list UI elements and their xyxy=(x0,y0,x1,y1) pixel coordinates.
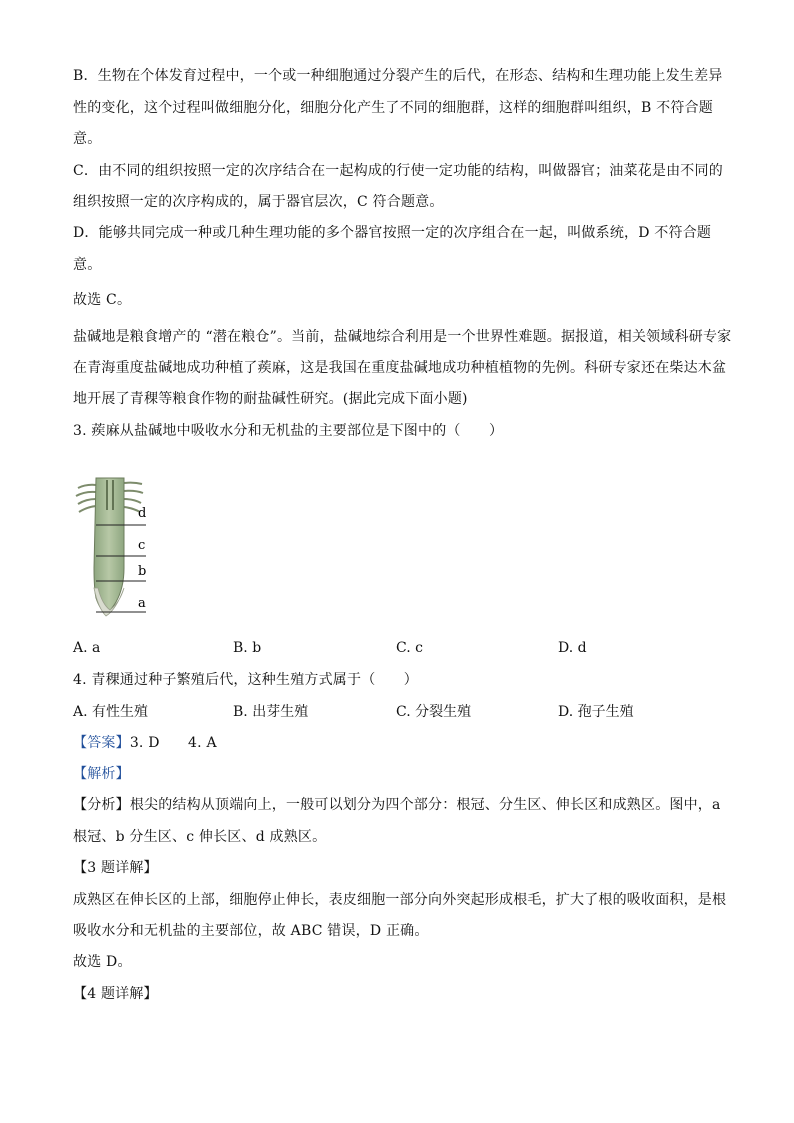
question-4-stem: 4. 青稞通过种子繁殖后代，这种生殖方式属于（ ） xyxy=(73,672,419,688)
detail-3-line: 吸收水分和无机盐的主要部位，故 ABC 错误，D 正确。 xyxy=(73,923,429,939)
answer-tag: 【答案】 xyxy=(73,735,130,751)
analysis-line-1 xyxy=(73,795,721,815)
text-line: 性的变化，这个过程叫做细胞分化，细胞分化产生了不同的细胞群，这样的细胞群叫组织，B 不符合题 xyxy=(73,100,713,116)
text-line: 盐碱地是粮食增产的 “潜在粮仓”。当前，盐碱地综合利用是一个世界性难题。据报道，相关领域科研专家 xyxy=(73,329,732,345)
detail-3-line: 成熟区在伸长区的上部，细胞停止伸长，表皮细胞一部分向外突起形成根毛，扩大了根的吸收面积，是根 xyxy=(73,892,727,908)
answer-line xyxy=(73,733,217,753)
zone-label-c: c xyxy=(138,538,146,553)
analysis-text: 根尖的结构从顶端向上，一般可以划分为四个部分：根冠、分生区、伸长区和成熟区。图中，a xyxy=(129,797,721,813)
analysis-tag: 【解析】 xyxy=(73,766,130,782)
text-line: 意。 xyxy=(73,257,102,273)
zone-label-b: b xyxy=(138,564,147,579)
root-tip-figure xyxy=(70,470,160,620)
detail-4-tag: 【4 题详解】 xyxy=(73,986,158,1002)
detail-3-conclusion: 故选 D。 xyxy=(73,954,132,970)
answer-text: 3. D 4. A xyxy=(129,735,217,751)
q4-option-c: C. 分裂生殖 xyxy=(396,704,472,720)
zone-label-a: a xyxy=(138,596,146,611)
detail-3-tag: 【3 题详解】 xyxy=(73,860,158,876)
q4-option-d: D. 孢子生殖 xyxy=(558,704,634,720)
text-line: 组织按照一定的次序构成的，属于器官层次，C 符合题意。 xyxy=(73,194,444,210)
text-line: 故选 C。 xyxy=(73,292,132,308)
analysis-tag-inline: 【分析】 xyxy=(73,797,130,813)
zone-label-d: d xyxy=(138,506,147,521)
analysis-line-2: 根冠、b 分生区、c 伸长区、d 成熟区。 xyxy=(73,829,327,845)
q4-option-a: A. 有性生殖 xyxy=(73,704,149,720)
text-line: 地开展了青稞等粮食作物的耐盐碱性研究。(据此完成下面小题) xyxy=(73,391,468,407)
text-line: C．由不同的组织按照一定的次序结合在一起构成的行使一定功能的结构，叫做器官；油菜花是由不同的 xyxy=(73,163,723,179)
question-3-stem: 3. 蒺麻从盐碱地中吸收水分和无机盐的主要部位是下图中的（ ） xyxy=(73,423,504,439)
q3-option-a: A. a xyxy=(73,640,101,656)
q3-option-b: B. b xyxy=(233,640,262,656)
root-tip-diagram xyxy=(70,470,160,620)
text-line: B．生物在个体发育过程中，一个或一种细胞通过分裂产生的后代，在形态、结构和生理功能上发生差异 xyxy=(73,68,723,84)
text-line: 意。 xyxy=(73,131,102,147)
q4-option-b: B. 出芽生殖 xyxy=(233,704,309,720)
q3-option-d: D. d xyxy=(558,640,587,656)
text-line: 在青海重度盐碱地成功种植了蒺麻，这是我国在重度盐碱地成功种植植物的先例。科研专家还在柴达木盆 xyxy=(73,360,727,376)
text-line: D．能够共同完成一种或几种生理功能的多个器官按照一定的次序组合在一起，叫做系统，D 不符合题 xyxy=(73,225,712,241)
q3-option-c: C. c xyxy=(396,640,423,656)
